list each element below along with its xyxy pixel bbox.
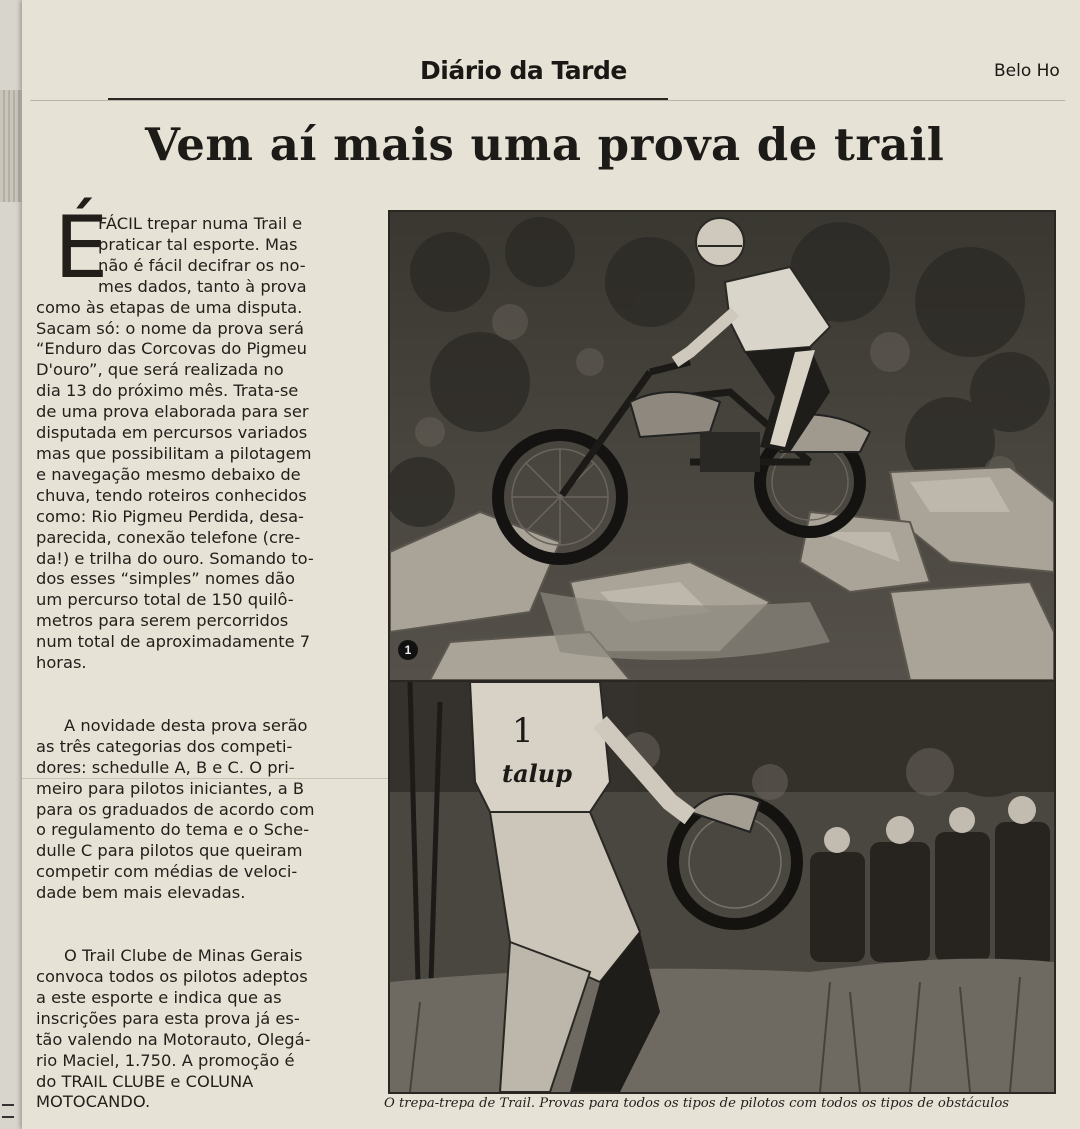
- text-line: “Enduro das Corcovas do Pigmeu: [36, 339, 307, 359]
- city-label: Belo Ho: [994, 61, 1060, 81]
- text-line: as três categorias dos competi-: [36, 736, 293, 756]
- paragraph-2: [36, 716, 374, 904]
- paragraph-3: [36, 946, 374, 1113]
- text-line: de uma prova elaborada para ser: [36, 402, 309, 422]
- text-line: competir com médias de veloci-: [36, 862, 298, 882]
- text-line: tão valendo na Motorauto, Olegá-: [36, 1029, 311, 1049]
- text-line: para os graduados de acordo com: [36, 799, 315, 819]
- text-line: dade bem mais elevadas.: [36, 883, 246, 903]
- rider-number: 1: [512, 711, 534, 751]
- text-line: da!) e trilha do ouro. Somando to-: [36, 548, 314, 568]
- photo-rider-on-rocks: [388, 210, 1056, 682]
- article-headline: Vem aí mais uma prova de trail: [145, 118, 945, 171]
- masthead-rule: [108, 98, 668, 100]
- text-line: não é fácil decifrar os no-: [98, 255, 306, 275]
- text-line: MOTOCANDO.: [36, 1092, 151, 1112]
- article-body: [36, 214, 374, 1113]
- text-line: D'ouro”, que será realizada no: [36, 360, 284, 380]
- text-line: e navegação mesmo debaixo de: [36, 464, 301, 484]
- photo-rider-and-spectators: [388, 680, 1056, 1094]
- drop-cap: É: [54, 198, 109, 298]
- rider-bib-text: talup: [502, 759, 572, 788]
- text-line: chuva, tendo roteiros conhecidos: [36, 485, 307, 505]
- text-line: FÁCIL trepar numa Trail e: [98, 214, 303, 233]
- text-line: a este esporte e indica que as: [36, 987, 282, 1007]
- text-line: num total de aproximadamente 7: [36, 632, 311, 652]
- photo-number-badge: 1: [398, 640, 418, 660]
- text-line: Sacam só: o nome da prova será: [36, 318, 304, 338]
- newspaper-masthead: Diário da Tarde: [420, 56, 627, 85]
- text-line: praticar tal esporte. Mas: [98, 234, 298, 254]
- text-line: horas.: [36, 653, 87, 673]
- text-line: disputada em percursos variados: [36, 423, 308, 443]
- header-rule: [30, 100, 1065, 101]
- text-line: meiro para pilotos iniciantes, a B: [36, 778, 305, 798]
- text-line: mas que possibilitam a pilotagem: [36, 443, 312, 463]
- text-line: dos esses “simples” nomes dão: [36, 569, 295, 589]
- text-line: inscrições para esta prova já es-: [36, 1008, 300, 1028]
- text-line: convoca todos os pilotos adeptos: [36, 967, 308, 986]
- text-line: como às etapas de uma disputa.: [36, 297, 303, 317]
- text-line: um percurso total de 150 quilô-: [36, 590, 294, 610]
- text-line: mes dados, tanto à prova: [98, 276, 307, 296]
- corner-mark: [2, 1104, 14, 1118]
- paragraph-1: [36, 214, 374, 674]
- paper-fold-line: [22, 778, 390, 779]
- text-line: como: Rio Pigmeu Perdida, desa-: [36, 506, 304, 526]
- text-line: dulle C para pilotos que queiram: [36, 841, 303, 861]
- text-line: metros para serem percorridos: [36, 611, 289, 631]
- photo-caption: O trepa-trepa de Trail. Provas para todos os tipos de pilotos com todos os tipos de obstáculos: [384, 1096, 1010, 1111]
- text-line: dia 13 do próximo mês. Trata-se: [36, 381, 299, 401]
- text-line: rio Maciel, 1.750. A promoção é: [36, 1050, 295, 1070]
- text-line: parecida, conexão telefone (cre-: [36, 527, 301, 547]
- text-line: do TRAIL CLUBE e COLUNA: [36, 1071, 254, 1091]
- text-line: A novidade desta prova serão: [64, 715, 308, 735]
- text-line: dores: schedulle A, B e C. O pri-: [36, 757, 295, 777]
- text-line: O Trail Clube de Minas Gerais: [64, 946, 303, 966]
- text-line: o regulamento do tema e o Sche-: [36, 820, 310, 840]
